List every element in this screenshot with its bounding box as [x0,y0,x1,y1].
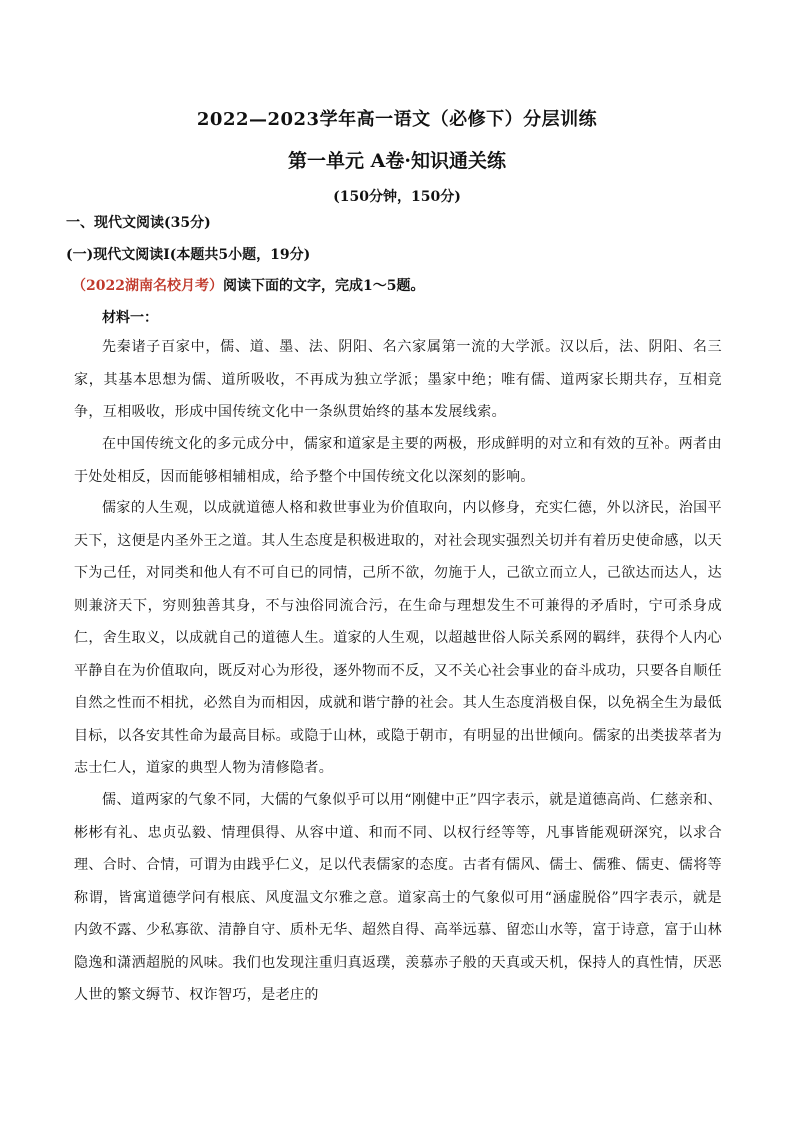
paragraph-3: 儒家的人生观，以成就道德人格和救世事业为价值取向，内以修身，充实仁德，外以济民，治国平天下，这便是内圣外王之道。其人生态度是积极进取的，对社会现实强烈关切并有着历史使命感，以天下为己任，对同类和他人有不可自已的同情，己所不欲，勿施于人，己欲立而立人，己欲达而达人，达则兼济天下，穷则独善其身，不与浊俗同流合污，在生命与理想发生不可兼得的矛盾时，宁可杀身成仁，舍生取义，以成就自己的道德人生。道家的人生观，以超越世俗人际关系网的羁绊，获得个人内心平静自在为价值取向，既反对心为形役，逐外物而不反，又不关心社会事业的奋斗成功，只要各自顺任自然之性而不相扰，必然自为而相因，成就和谐宁静的社会。其人生态度消极自保，以免祸全生为最低目标，以各安其性命为最高目标。或隐于山林，或隐于朝市，有明显的出世倾向。儒家的出类拔萃者为志士仁人，道家的典型人物为清修隐者。 [74,500,722,776]
paragraph-2: 在中国传统文化的多元成分中，儒家和道家是主要的两极，形成鲜明的对立和有效的互补。两者由于处处相反，因而能够相辅相成，给予整个中国传统文化以深刻的影响。 [74,436,722,485]
unit-subtitle: 第一单元 A卷·知识通关练 [288,150,506,172]
section-subheading: (一)现代文阅读Ⅰ(本题共5小题，19分) [66,247,311,263]
time-score: (150分钟，150分) [333,189,461,205]
paragraph-1: 先秦诸子百家中，儒、道、墨、法、阴阳、名六家属第一流的大学派。汉以后，法、阴阳、名三家，其基本思想为儒、道所吸收，不再成为独立学派；墨家中绝；唯有儒、道两家长期共存，互相竞争，互相吸收，形成中国传统文化中一条纵贯始终的基本发展线索。 [74,339,722,420]
material-label: 材料一： [102,310,158,326]
source-tag: （2022湖南名校月考） [72,278,223,294]
document-title: 2022—2023学年高一语文（必修下）分层训练 [196,109,598,130]
reading-instruction: 阅读下面的文字，完成1～5题。 [222,278,425,294]
section-heading: 一、现代文阅读(35分) [66,215,211,231]
paragraph-4: 儒、道两家的气象不同，大儒的气象似乎可以用“刚健中正”四字表示，就是道德高尚、仁慈亲和、彬彬有礼、忠贞弘毅、情理俱得、从容中道、和而不同、以权行经等等，凡事皆能观研深究，以求合理、合时、合情，可谓为由践乎仁义，足以代表儒家的态度。古者有儒风、儒士、儒雅、儒吏、儒将等称谓，皆寓道德学问有根底、风度温文尔雅之意。道家高士的气象似可用“涵虚脱俗”四字表示，就是内敛不露、少私寡欲、清静自守、质朴无华、超然自得、高举远慕、留恋山水等，富于诗意，富于山林隐逸和潇洒超脱的风味。我们也发现注重归真返璞，羡慕赤子般的天真或天机，保持人的真性情，厌恶人世的繁文缛节、权诈智巧，是老庄的 [74,792,722,1003]
question-source-line [72,275,424,295]
